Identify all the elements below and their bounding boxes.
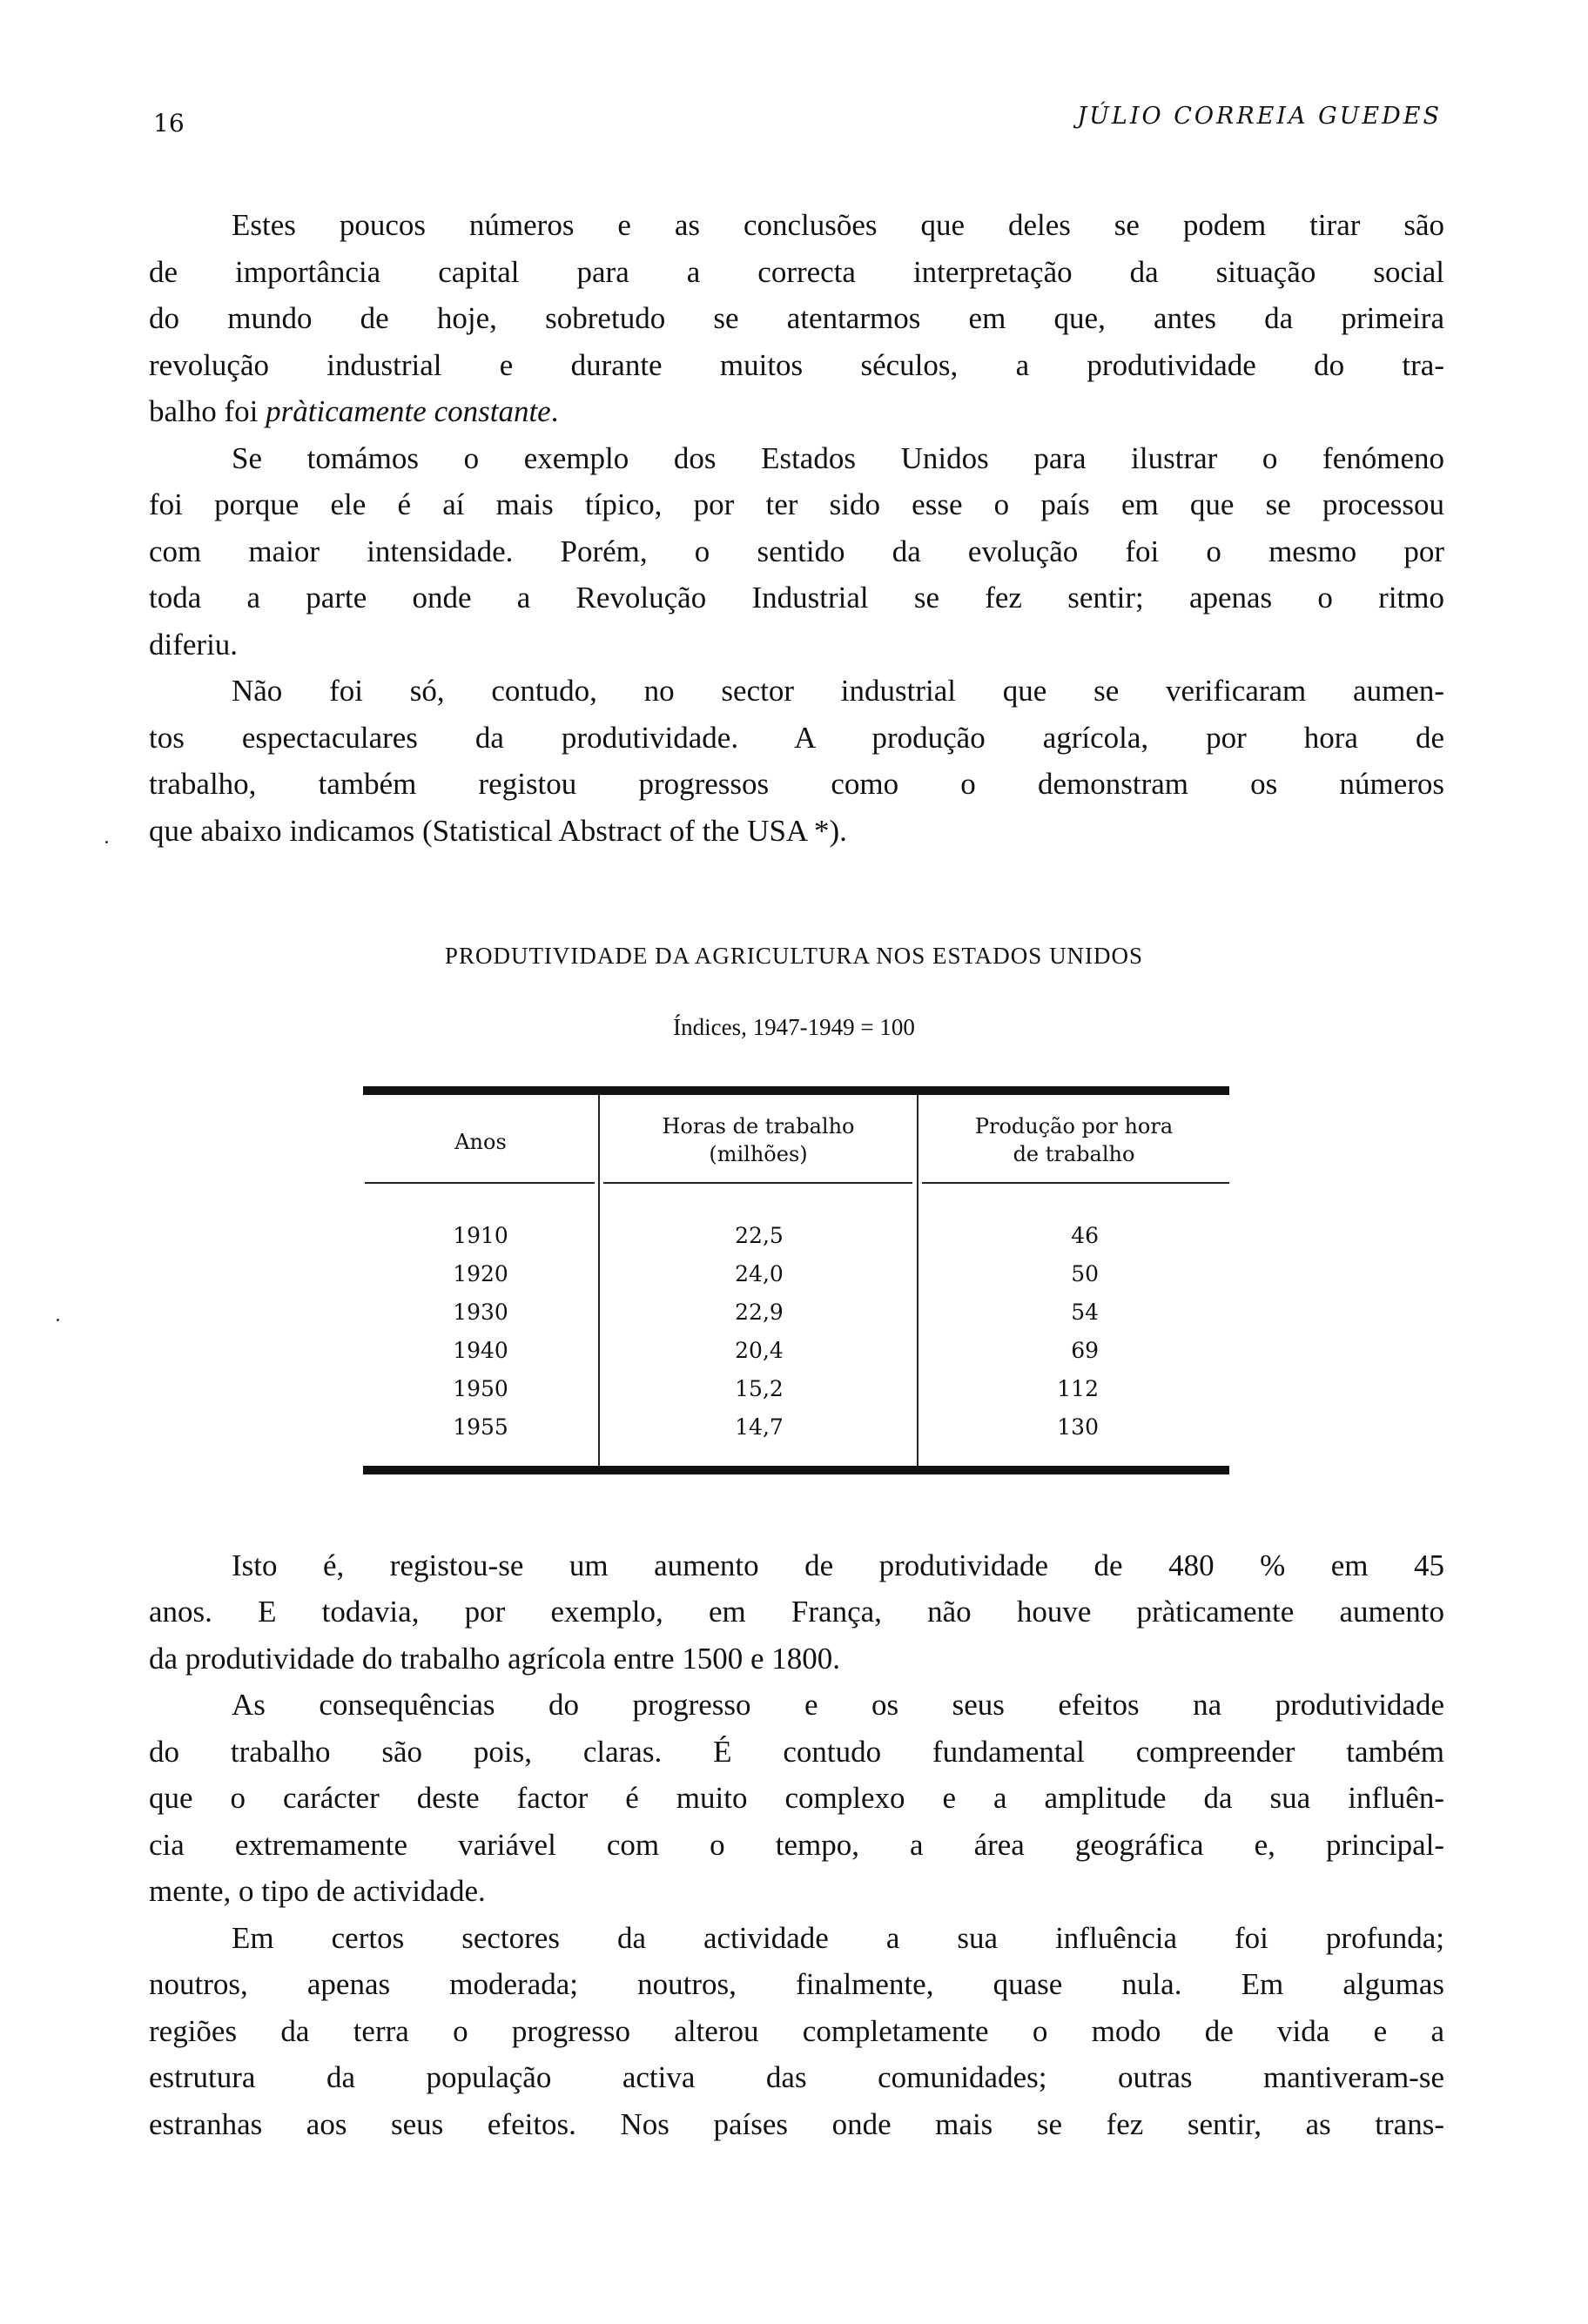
header-rule [922,1182,1229,1184]
text-line: do trabalho são pois, claras. É contudo fundamental compreender também [149,1735,1444,1769]
text-line: do mundo de hoje, sobretudo se atentarmos em que, antes da primeira [149,301,1444,335]
cell-hours: 22,9 [735,1300,784,1325]
table-bottom-rule [363,1466,1229,1474]
running-head-author: JÚLIO CORREIA GUEDES [1077,103,1442,130]
column-header-output [918,1112,1229,1168]
column-header-years: Anos [454,1130,507,1154]
cell-hours: 22,5 [735,1223,784,1248]
text-line: regiões da terra o progresso alterou completamente o modo de vida e a [149,2014,1444,2048]
scan-speck [105,841,108,843]
text-line: mente, o tipo de actividade. [149,1874,486,1908]
scan-speck [57,1319,59,1321]
cell-hours: 20,4 [735,1338,784,1363]
cell-year: 1940 [453,1338,508,1363]
text-segment: balho foi [149,394,259,428]
text-line: noutros, apenas moderada; noutros, finalmente, quase nula. Em algumas [149,1967,1444,2001]
header-rule [603,1182,912,1184]
cell-hours: 15,2 [735,1376,784,1401]
text-line: diferiu. [149,628,239,662]
cell-year: 1950 [453,1376,508,1401]
text-line: estranhas aos seus efeitos. Nos países onde mais se fez sentir, as trans- [149,2107,1444,2141]
column-header-line: Produção por hora [974,1114,1174,1138]
cell-year: 1910 [453,1223,508,1248]
page-number: 16 [153,109,185,138]
text-line: com maior intensidade. Porém, o sentido da evolução foi o mesmo por [149,534,1444,568]
cell-year: 1955 [453,1414,508,1440]
text-line: de importância capital para a correcta interpretação da situação social [149,255,1444,289]
text-line: Isto é, registou-se um aumento de produtividade de 480 % em 45 [232,1548,1444,1582]
text-line: Se tomámos o exemplo dos Estados Unidos para ilustrar o fenómeno [232,441,1444,475]
text-line: que o carácter deste factor é muito complexo e a amplitude da sua influên- [149,1781,1444,1815]
header-rule [365,1182,595,1184]
text-line: foi porque ele é aí mais típico, por ter sido esse o país em que se processou [149,487,1444,521]
text-line: Não foi só, contudo, no sector industrial que se verificaram aumen- [232,674,1444,708]
cell-year: 1930 [453,1300,508,1325]
text-line: anos. E todavia, por exemplo, em França, não houve pràticamente aumento [149,1595,1444,1629]
text-line: cia extremamente variável com o tempo, a área geográfica e, principal- [149,1828,1444,1862]
cell-output: 46 [1071,1223,1099,1248]
cell-hours: 24,0 [735,1261,784,1286]
table-top-rule [363,1086,1229,1095]
text-segment: . [550,394,559,428]
table-title: PRODUTIVIDADE DA AGRICULTURA NOS ESTADOS UNIDOS [444,943,1144,969]
cell-output: 54 [1071,1300,1099,1325]
emphasis-text: pràticamente constante [266,394,551,428]
text-line: Estes poucos números e as conclusões que deles se podem tirar são [232,208,1444,242]
text-line: toda a parte onde a Revolução Industrial se fez sentir; apenas o ritmo [149,581,1444,615]
text-line [149,388,1444,435]
column-header-hours [600,1112,917,1168]
cell-hours: 14,7 [735,1414,784,1440]
column-header-line: Horas de trabalho [662,1114,855,1138]
cell-output: 50 [1071,1261,1099,1286]
cell-output: 112 [1057,1376,1099,1401]
column-header-line: (milhões) [709,1142,808,1166]
table-subtitle: Índices, 1947-1949 = 100 [673,1014,915,1040]
cell-output: 69 [1071,1338,1099,1363]
text-line: Em certos sectores da actividade a sua influência foi profunda; [232,1921,1444,1955]
text-line: revolução industrial e durante muitos séculos, a produtividade do tra- [149,348,1444,382]
text-line: que abaixo indicamos (Statistical Abstract of the USA *). [149,814,847,848]
text-line: tos espectaculares da produtividade. A produção agrícola, por hora de [149,721,1444,755]
text-line: estrutura da população activa das comunidades; outras mantiveram-se [149,2060,1444,2094]
text-line: trabalho, também registou progressos como o demonstram os números [149,767,1444,801]
cell-output: 130 [1057,1414,1099,1440]
text-line: da produtividade do trabalho agrícola entre 1500 e 1800. [149,1642,841,1676]
text-line: As consequências do progresso e os seus efeitos na produtividade [232,1688,1444,1722]
column-header-line: de trabalho [1013,1142,1135,1166]
cell-year: 1920 [453,1261,508,1286]
